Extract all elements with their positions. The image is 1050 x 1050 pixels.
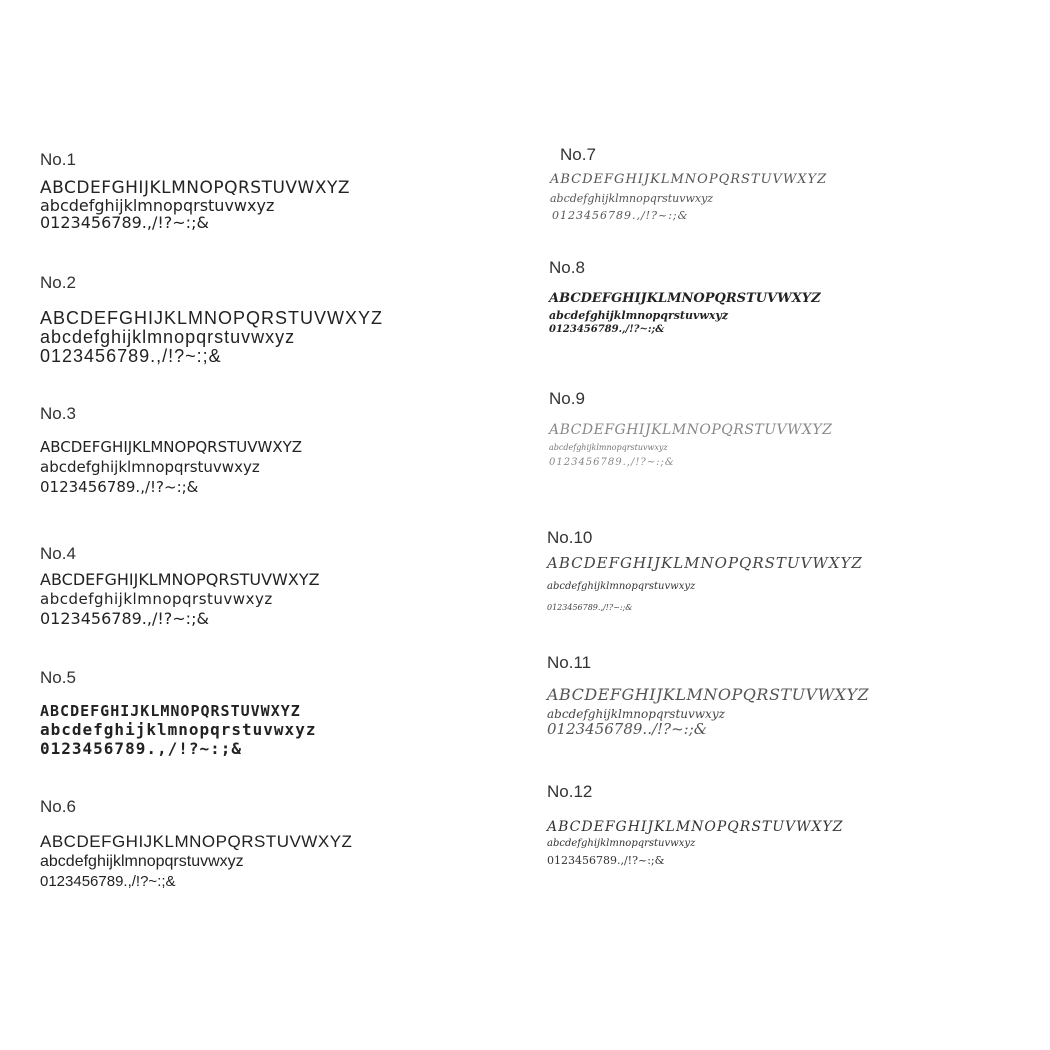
- digits-line: 0123456789.,/!?~:;&: [40, 477, 199, 496]
- uppercase-line: ABCDEFGHIJKLMNOPQRSTUVWXYZ: [40, 438, 303, 456]
- sample-label: No.9: [549, 389, 585, 408]
- sample-label: No.2: [40, 273, 76, 292]
- lowercase-line: abcdefghijklmnopqrstuvwxyz: [40, 457, 260, 476]
- sample-label: No.12: [547, 782, 593, 801]
- font-sample-11: [547, 653, 869, 738]
- sample-label: No.11: [547, 653, 592, 672]
- lowercase-line: abcdefghijklmnopqrstuvwxyz: [40, 326, 296, 347]
- uppercase-line: ABCDEFGHIJKLMNOPQRSTUVWXYZ: [40, 832, 353, 851]
- sample-label: No.7: [560, 145, 596, 164]
- lowercase-line: abcdefghijklmnopqrstuvwxyz: [40, 589, 273, 608]
- digits-line: 0123456789.,/!?~:;&: [40, 345, 222, 366]
- sample-label: No.8: [549, 258, 585, 277]
- font-sample-9: [549, 389, 832, 469]
- uppercase-line: ABCDEFGHIJKLMNOPQRSTUVWXYZ: [547, 819, 844, 835]
- digits-line: 0123456789.,/!?~:;&: [549, 324, 665, 336]
- uppercase-line: ABCDEFGHIJKLMNOPQRSTUVWXYZ: [40, 308, 384, 328]
- uppercase-line: ABCDEFGHIJKLMNOPQRSTUVWXYZ: [549, 291, 821, 306]
- font-sample-7: [550, 145, 828, 223]
- sample-label: No.10: [547, 528, 593, 547]
- font-sample-3: [40, 404, 302, 495]
- lowercase-line: abcdefghijklmnopqrstuvwxyz: [40, 195, 275, 215]
- digits-line: 0123456789.,/!?~:;&: [40, 738, 243, 758]
- lowercase-line: abcdefghijklmnopqrstuvwxyz: [547, 706, 725, 721]
- uppercase-line: ABCDEFGHIJKLMNOPQRSTUVWXYZ: [40, 702, 301, 720]
- font-sample-5: [40, 668, 316, 757]
- lowercase-line: abcdefghijklmnopqrstuvwxyz: [547, 580, 696, 592]
- lowercase-line: abcdefghijklmnopqrstuvwxyz: [549, 308, 729, 322]
- lowercase-line: abcdefghijklmnopqrstuvwxyz: [549, 442, 668, 452]
- sample-label: No.5: [40, 668, 76, 687]
- lowercase-line: abcdefghijklmnopqrstuvwxyz: [40, 852, 244, 870]
- digits-line: 0123456789.,/!?~:;&: [547, 603, 633, 613]
- font-sample-12: [547, 782, 843, 867]
- uppercase-line: ABCDEFGHIJKLMNOPQRSTUVWXYZ: [549, 422, 833, 438]
- digits-line: 0123456789.,/!?~:;&: [40, 212, 209, 232]
- font-sample-1: [40, 150, 350, 231]
- digits-line: 0123456789.,/!?~:;&: [40, 872, 176, 890]
- uppercase-line: ABCDEFGHIJKLMNOPQRSTUVWXYZ: [547, 554, 863, 572]
- sample-label: No.6: [40, 797, 76, 816]
- digits-line: 0123456789.,/!?~:;&: [552, 209, 689, 223]
- lowercase-line: abcdefghijklmnopqrstuvwxyz: [547, 837, 696, 849]
- font-sample-2: [40, 273, 383, 366]
- uppercase-line: ABCDEFGHIJKLMNOPQRSTUVWXYZ: [40, 570, 320, 589]
- digits-line: 0123456789.,/!?~:;&: [549, 457, 675, 469]
- digits-line: 0123456789.,/!?~:;&: [40, 608, 209, 628]
- sample-label: No.3: [40, 404, 76, 423]
- uppercase-line: ABCDEFGHIJKLMNOPQRSTUVWXYZ: [40, 178, 351, 198]
- font-sample-4: [40, 544, 320, 627]
- digits-line: 0123456789.,/!?~:;&: [547, 854, 665, 868]
- lowercase-line: abcdefghijklmnopqrstuvwxyz: [550, 191, 714, 205]
- uppercase-line: ABCDEFGHIJKLMNOPQRSTUVWXYZ: [550, 172, 828, 187]
- font-sample-6: [40, 797, 352, 889]
- digits-line: 0123456789../!?~:;&: [547, 720, 708, 739]
- uppercase-line: ABCDEFGHIJKLMNOPQRSTUVWXYZ: [547, 685, 870, 704]
- lowercase-line: abcdefghijklmnopqrstuvwxyz: [40, 719, 317, 739]
- sample-label: No.1: [40, 150, 76, 169]
- sample-label: No.4: [40, 544, 76, 563]
- font-sample-10: [547, 528, 863, 613]
- font-sample-8: [549, 258, 821, 336]
